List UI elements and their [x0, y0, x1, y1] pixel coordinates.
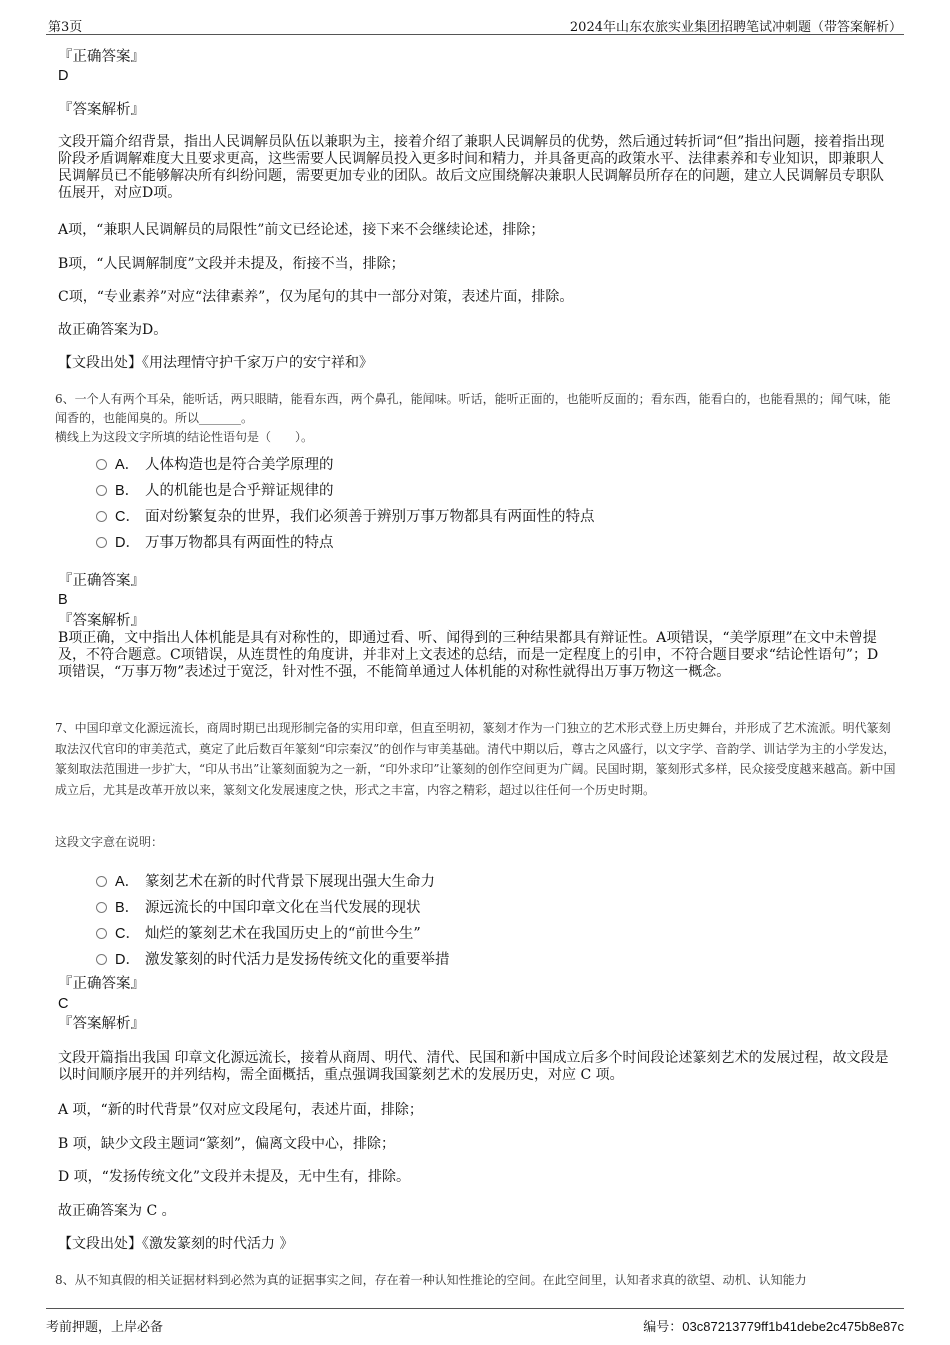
q8-stem-text: 8、从不知真假的相关证据材料到必然为真的证据事实之间，存在着一种认知性推论的空间。在此空间里，认知者求真的欲望、动机、认知能力 [55, 1273, 807, 1287]
radio-icon[interactable] [96, 485, 107, 496]
q6-option-b[interactable] [96, 479, 334, 499]
option-key: A． [115, 457, 140, 473]
q5-analysis-para-4 [58, 289, 890, 306]
q5-analysis-text-4: C项，“专业素养”对应“法律素养”，仅为尾句的其中一部分对策，表述片面，排除。 [58, 289, 574, 305]
q7-analysis-para-3 [58, 1136, 890, 1153]
option-text: 万事万物都具有两面性的特点 [145, 535, 334, 551]
option-text: 篆刻艺术在新的时代背景下展现出强大生命力 [145, 874, 435, 890]
q7-answer-label: 『正确答案』 [58, 976, 145, 992]
q6-option-c[interactable] [96, 505, 595, 525]
q7-prompt [55, 833, 887, 852]
option-text: 人的机能也是合乎辩证规律的 [145, 483, 334, 499]
q5-source-text: 【文段出处】《用法理情守护千家万户的安宁祥和》 [58, 355, 373, 371]
q6-stem [55, 390, 900, 447]
q7-option-b[interactable] [96, 896, 421, 916]
radio-icon[interactable] [96, 928, 107, 939]
q5-analysis-text-2: A项，“兼职人民调解员的局限性”前文已经论述，接下来不会继续论述，排除； [58, 222, 545, 238]
q7-source-text: 【文段出处】《激发篆刻的时代活力 》 [58, 1236, 294, 1252]
q7-option-c[interactable] [96, 922, 421, 942]
radio-icon[interactable] [96, 902, 107, 913]
q6-option-a[interactable] [96, 453, 334, 473]
q7-analysis-text-3: B 项，缺少文段主题词“篆刻”，偏离文段中心，排除； [58, 1136, 396, 1152]
q7-answer-block [58, 975, 890, 1033]
document-code [643, 1316, 904, 1335]
q5-analysis-para-3 [58, 256, 890, 273]
option-text: 灿烂的篆刻艺术在我国历史上的“前世今生” [145, 926, 421, 942]
code-value: 03c87213779ff1b41debe2c475b8e87c [682, 1319, 904, 1334]
q5-answer: D [58, 68, 69, 84]
q5-source [58, 355, 890, 372]
page-number: 第3页 [48, 20, 83, 35]
q6-option-d[interactable] [96, 531, 334, 551]
q6-answer-block [58, 572, 890, 681]
option-key: A． [115, 874, 140, 890]
radio-icon[interactable] [96, 511, 107, 522]
q6-analysis-label: 『答案解析』 [58, 613, 145, 629]
q5-analysis-label-text: 『答案解析』 [58, 102, 145, 118]
page-header [46, 14, 904, 35]
q5-analysis-para-1 [58, 134, 890, 202]
q7-source [58, 1236, 890, 1253]
option-key: B． [115, 483, 140, 499]
option-text: 激发篆刻的时代活力是发扬传统文化的重要举措 [145, 952, 450, 968]
q7-answer: C [58, 996, 69, 1012]
footer-slogan: 考前押题，上岸必备 [46, 1320, 164, 1335]
q5-answer-label: 『正确答案』 [58, 49, 145, 65]
q7-option-a[interactable] [96, 870, 435, 890]
option-text: 面对纷繁复杂的世界，我们必须善于辨别万事万物都具有两面性的特点 [145, 509, 595, 525]
q7-stem [55, 718, 900, 800]
page-footer [46, 1308, 904, 1339]
option-key: D． [115, 952, 140, 968]
option-key: C． [115, 509, 140, 525]
q6-answer-label: 『正确答案』 [58, 573, 145, 589]
q5-analysis-text-3: B项，“人民调解制度”文段并未提及，衔接不当，排除； [58, 256, 405, 272]
q5-analysis-para-2 [58, 222, 890, 239]
q7-analysis-text-2: A 项，“新的时代背景”仅对应文段尾句，表述片面，排除； [58, 1102, 423, 1118]
q5-answer-block [58, 48, 890, 85]
q7-prompt-text: 这段文字意在说明： [55, 835, 164, 849]
q7-analysis-text-4: D 项，“发扬传统文化”文段并未提及，无中生有，排除。 [58, 1169, 410, 1185]
q5-analysis-text-1: 文段开篇介绍背景，指出人民调解员队伍以兼职为主，接着介绍了兼职人民调解员的优势，然后通过转折词“但”指出问题，接着指出现阶段矛盾调解难度大且要求更高，这些需要人民调解员投入更多时间和精力，并具备更高的政策水平、法律素养和专业知识，即兼职人民调解员已不能够解决所有纠纷问题，需要更加专业的团队。故后文应围绕解决兼职人民调解员所存在的问题，建立人民调解员专职队伍展开，对应D项。 [58, 134, 885, 201]
radio-icon[interactable] [96, 954, 107, 965]
q7-analysis-para-5 [58, 1203, 890, 1220]
q7-analysis-text-1: 文段开篇指出我国 印章文化源远流长，接着从商周、明代、清代、民国和新中国成立后多个时间段论述篆刻艺术的发展过程，故文段是以时间顺序展开的并列结构，需全面概括，重点强调我国篆刻艺术的发展历史，对应 C 项。 [58, 1050, 889, 1083]
code-label: 编号： [643, 1320, 683, 1335]
option-key: D． [115, 535, 140, 551]
document-title: 2024年山东农旅实业集团招聘笔试冲刺题（带答案解析） [569, 20, 902, 35]
q6-stem-text: 6、一个人有两个耳朵，能听话，两只眼睛，能看东西，两个鼻孔，能闻味。听话，能听正面的，也能听反面的；看东西，能看白的，也能看黑的；闻气味，能闻香的，也能闻臭的。所以_______。 [55, 392, 891, 425]
q6-analysis-text: B项正确，文中指出人体机能是具有对称性的，即通过看、听、闻得到的三种结果都具有辩证性。A项错误，“美学原理”在文中未曾提及，不符合题意。C项错误，从连贯性的角度讲，并非对上文表述的总结，而是一定程度上的引申，不符合题目要求“结论性语句”；D项错误，“万事万物”表述过于宽泛，针对性不强，不能简单通过人体机能的对称性就得出万事万物这一概念。 [58, 630, 879, 680]
option-key: B． [115, 900, 140, 916]
option-text: 源远流长的中国印章文化在当代发展的现状 [145, 900, 421, 916]
q8-stem [55, 1271, 905, 1290]
q7-conclusion: 故正确答案为 C 。 [58, 1203, 176, 1219]
q5-analysis-para-5 [58, 322, 890, 339]
radio-icon[interactable] [96, 537, 107, 548]
radio-icon[interactable] [96, 876, 107, 887]
q7-analysis-para-4 [58, 1169, 890, 1186]
option-key: C． [115, 926, 140, 942]
option-text: 人体构造也是符合美学原理的 [145, 457, 334, 473]
radio-icon[interactable] [96, 459, 107, 470]
q7-analysis-para-1 [58, 1050, 890, 1084]
q7-option-d[interactable] [96, 948, 450, 968]
q6-prompt: 横线上为这段文字所填的结论性语句是（ ）。 [55, 430, 314, 444]
q5-analysis-label [58, 101, 890, 119]
q6-answer: B [58, 592, 68, 608]
q5-conclusion: 故正确答案为D。 [58, 322, 168, 338]
q7-analysis-para-2 [58, 1102, 890, 1119]
q7-analysis-label: 『答案解析』 [58, 1016, 145, 1032]
q7-stem-text: 7、中国印章文化源远流长，商周时期已出现形制完备的实用印章，但直至明初，篆刻才作为一门独立的艺术形式登上历史舞台，并形成了艺术流派。明代篆刻取法汉代官印的审美范式，奠定了此后数百年篆刻“印宗秦汉”的创作与审美基础。清代中期以后，尊古之风盛行，以文字学、音韵学、训诂学为主的小学发达，篆刻取法范围进一步扩大，“印从书出”让篆刻面貌为之一新，“印外求印”让篆刻的创作空间更为广阔。民国时期，篆刻形式多样，民众接受度越来越高。新中国成立后，尤其是改革开放以来，篆刻文化发展速度之快，形式之丰富，内容之精彩，超过以往任何一个历史时期。 [55, 721, 896, 797]
